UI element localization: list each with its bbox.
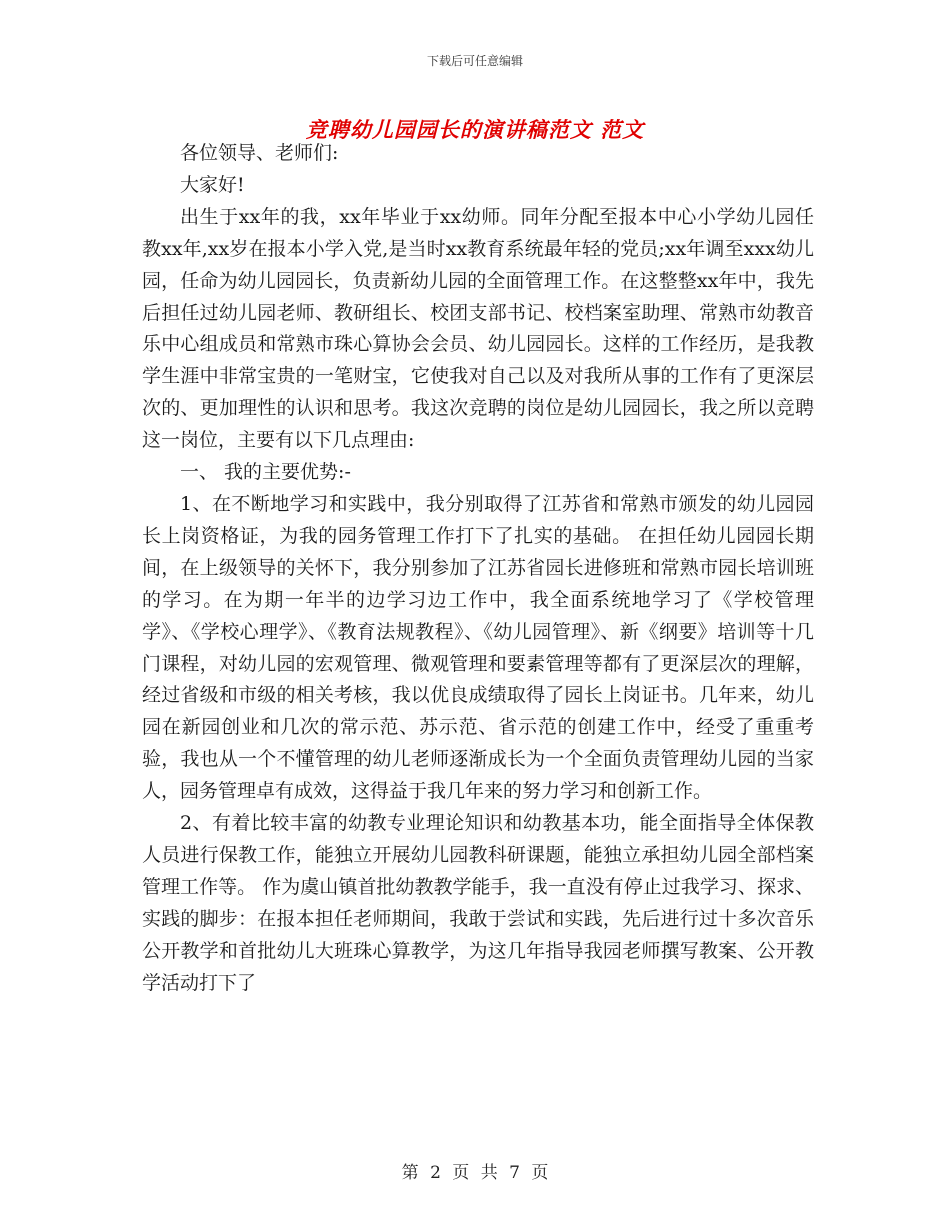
footer-prefix: 第 [401,1163,419,1183]
document-title: 竞聘幼儿园园长的演讲稿范文 范文 [305,118,645,142]
document-body [142,138,814,999]
footer-total-pages: 7 [509,1163,520,1183]
section-heading-advantages: 一、 我的主要优势:- [180,461,351,484]
footer-page-number: 2 [430,1163,441,1183]
paragraph-advantage-2: 2、有着比较丰富的幼教专业理论知识和幼教基本功，能全面指导全体保教人员进行保教工作，能独立开展幼儿园教科研课题，能独立承担幼儿园全部档案管理工作等。 作为虞山镇首批幼教教学能手，我一直没有停止过我学习、探求、实践的脚步：在报本担任老师期间，我敢于尝试和实践，先后进行过十多次音乐公开教学和首批幼儿大班珠心算教学，为这几年指导我园老师撰写教案、公开教学活动打下了 [142,812,814,994]
page-footer [0,1158,950,1183]
paragraph-introduction: 出生于xx年的我，xx年毕业于xx幼师。同年分配至报本中心小学幼儿园任教xx年,xx岁在报本小学入党,是当时xx教育系统最年轻的党员;xx年调至xxx幼儿园，任命为幼儿园园长，负责新幼儿园的全面管理工作。在这整整xx年中，我先后担任过幼儿园老师、教研组长、校团支部书记、校档案室助理、常熟市幼教音乐中心组成员和常熟市珠心算协会会员、幼儿园园长。这样的工作经历，是我教学生涯中非常宝贵的一笔财宝，它使我对自己以及对我所从事的工作有了更深层次的、更加理性的认识和思考。我这次竞聘的岗位是幼儿园园长，我之所以竞聘这一岗位，主要有以下几点理由: [142,205,814,452]
paragraph-greeting: 大家好! [180,173,245,196]
paragraph-salutation: 各位领导、老师们: [180,142,339,164]
paragraph-advantage-1: 1、在不断地学习和实践中，我分别取得了江苏省和常熟市颁发的幼儿园园长上岗资格证，为我的园务管理工作打下了扎实的基础。 在担任幼儿园园长期间，在上级领导的关怀下，我分别参加了江苏省园长进修班和常熟市园长培训班的学习。在为期一年半的边学习边工作中，我全面系统地学习了《学校管理学》、《学校心理学》、《教育法规教程》、《幼儿园管理》、新《纲要》培训等十几门课程，对幼儿园的宏观管理、微观管理和要素管理等都有了更深层次的理解，经过省级和市级的相关考核，我以优良成绩取得了园长上岗证书。几年来，幼儿园在新园创业和几次的常示范、苏示范、省示范的创建工作中，经受了重重考验，我也从一个不懂管理的幼儿老师逐渐成长为一个全面负责管理幼儿园的当家人，园务管理卓有成效，这得益于我几年来的努力学习和创新工作。 [142,492,814,803]
footer-total-prefix: 共 [480,1163,498,1183]
footer-page-unit: 页 [452,1163,470,1183]
page-header-note: 下载后可任意编辑 [426,54,523,68]
footer-total-unit: 页 [531,1163,549,1183]
